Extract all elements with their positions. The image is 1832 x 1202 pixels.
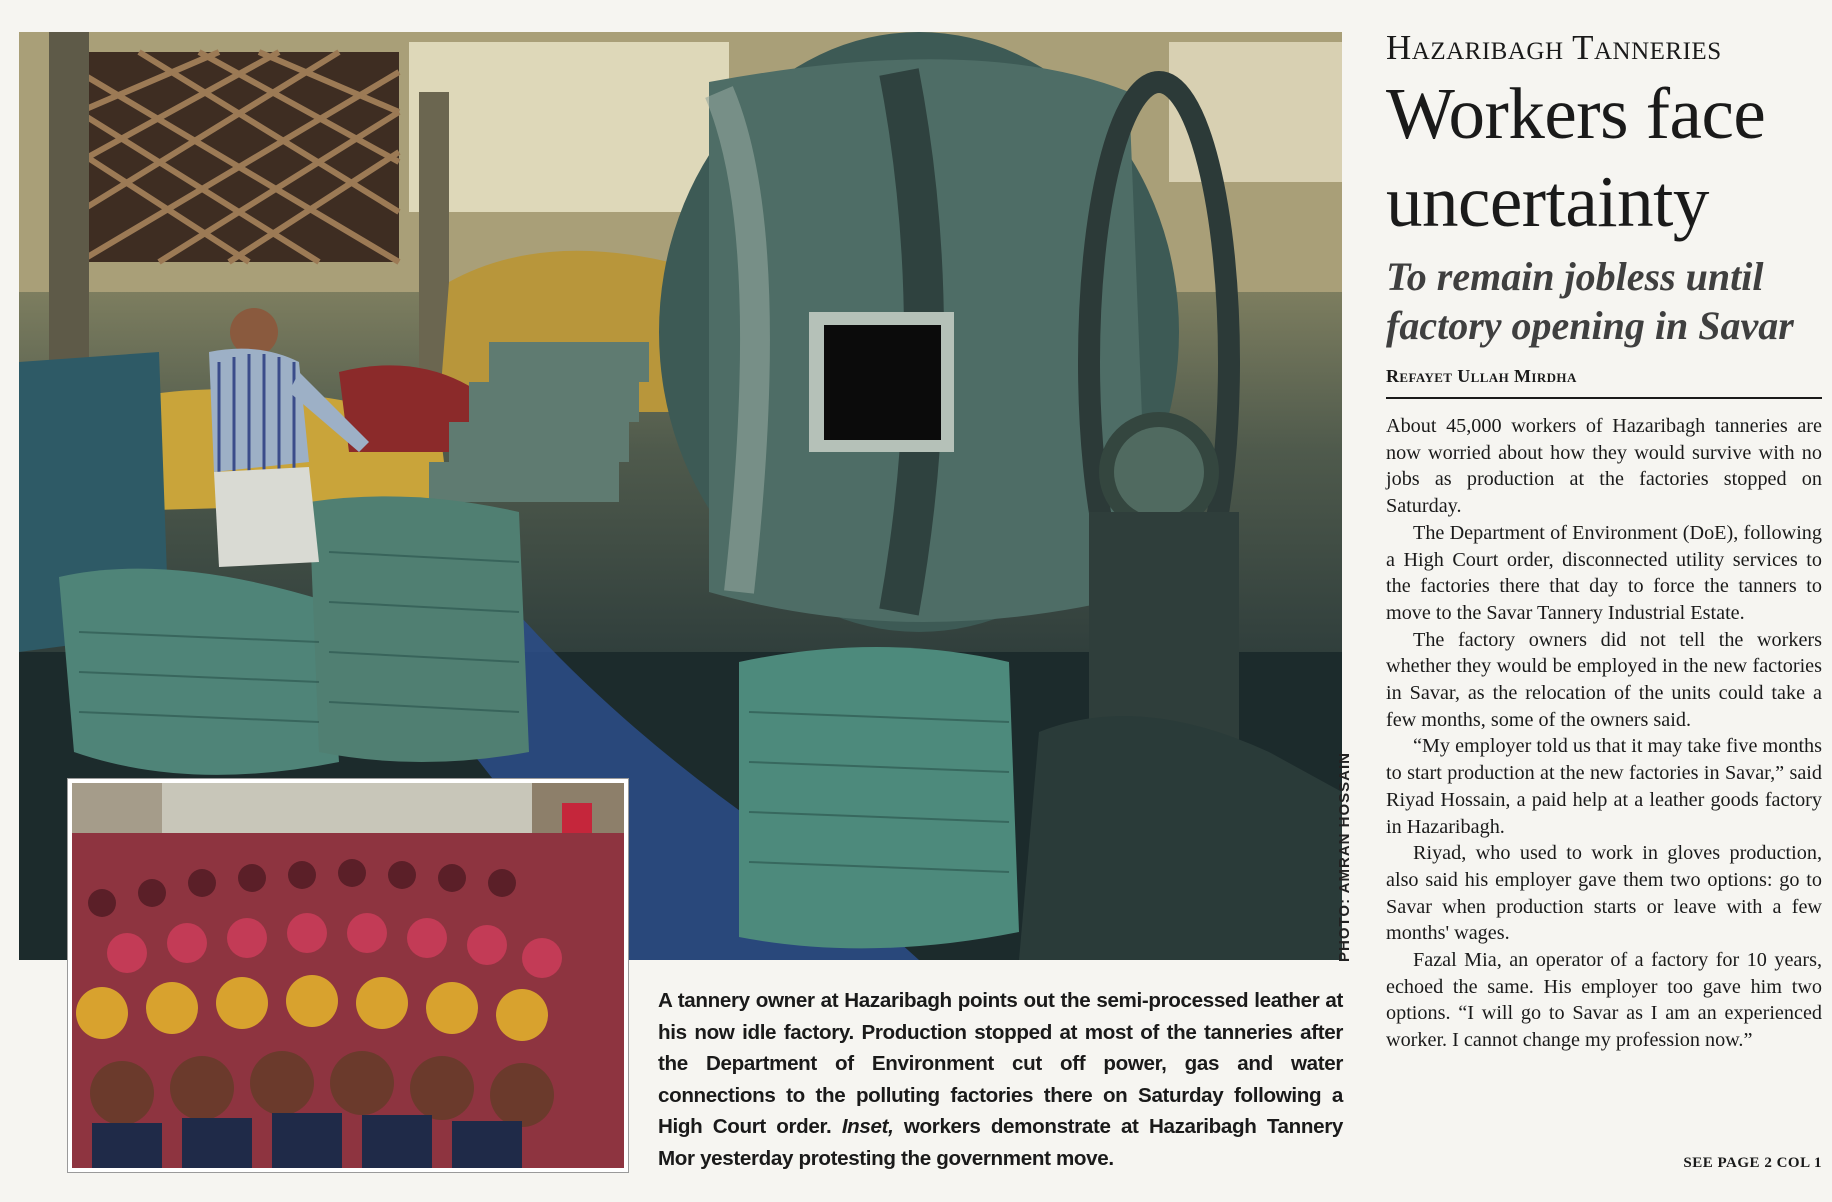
byline: Refayet Ullah Mirdha	[1386, 366, 1822, 399]
continued-on-page-link[interactable]: SEE PAGE 2 COL 1	[1683, 1155, 1822, 1171]
subheadline	[1386, 252, 1822, 350]
headline-line-2: uncertainty	[1386, 161, 1709, 242]
article-column	[1386, 28, 1822, 1054]
headline	[1386, 70, 1822, 246]
photo-caption	[658, 985, 1343, 1174]
photo-credit: PHOTO: AMRAN HOSSAIN	[1336, 751, 1353, 962]
paragraph: The Department of Environment (DoE), following a High Court order, disconnected utility services to the factories there that day to force the tanners to move to the Savar Tannery Industrial Estate.	[1386, 521, 1822, 624]
article-body	[1386, 413, 1822, 1054]
subhead-line-1: To remain jobless until	[1386, 254, 1764, 299]
kicker: Hazaribagh Tanneries	[1386, 28, 1722, 67]
caption-tail-text: workers demonstrate at Hazaribagh Tannery Mor yesterday protesting the government move.	[658, 1115, 1343, 1170]
paragraph: Fazal Mia, an operator of a factory for 10 years, echoed the same. His employer too gave him two options. “I will go to Savar as I am an experienced worker. I cannot change my profession now.”	[1386, 949, 1822, 1052]
paragraph: The factory owners did not tell the workers whether they would be employed in the new factories in Savar, as the relocation of the units could take a few months, some of the owners said.	[1386, 628, 1822, 731]
paragraph: About 45,000 workers of Hazaribagh tanneries are now worried about how they would survive with no jobs as production at the factories stopped on Saturday.	[1386, 415, 1822, 518]
paragraph: “My employer told us that it may take five months to start production at the new factories in Savar,” said Riyad Hossain, a paid help at a leather goods factory in Hazaribagh.	[1386, 735, 1822, 838]
subhead-line-2: factory opening in Savar	[1386, 303, 1794, 348]
paragraph: Riyad, who used to work in gloves production, also said his employer gave them two options: go to Savar when production starts or leave with a few months' wages.	[1386, 842, 1822, 945]
caption-inset-word: Inset,	[841, 1115, 894, 1138]
headline-line-1: Workers face	[1386, 73, 1766, 154]
caption-main-text: A tannery owner at Hazaribagh points out the semi-processed leather at his now idle factory. Production stopped at most of the tanneries after the Department of Environment cut off power, gas and water connections to the polluting factories there on Saturday following a High Court order.	[658, 989, 1343, 1138]
inset-photo-demonstration	[68, 779, 628, 1172]
